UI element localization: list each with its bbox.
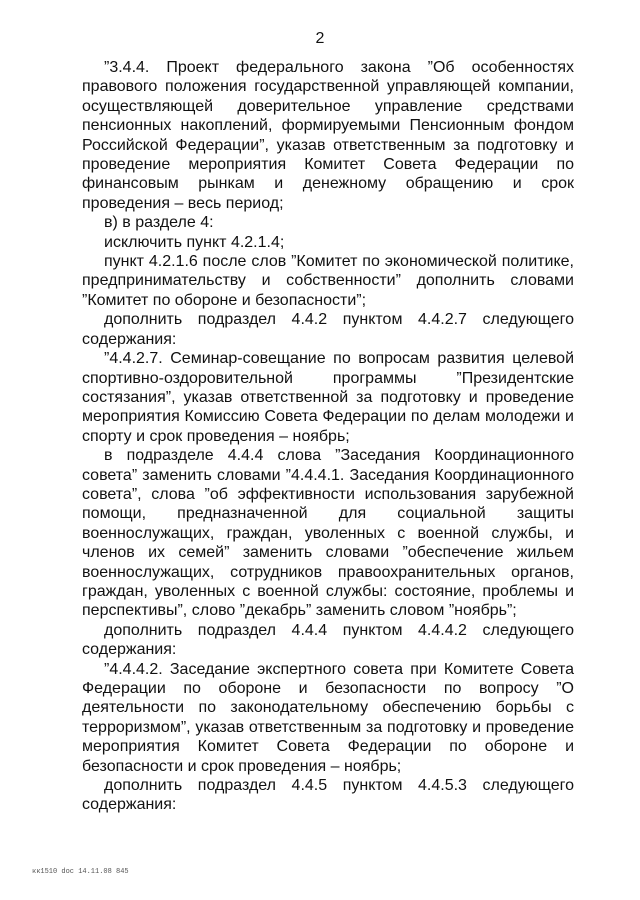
paragraph-4-4-2-7: ”4.4.2.7. Семинар-совещание по вопросам развития целевой спортивно-оздоровительной программы ”Президентские состязания”, указав ответственной за подготовку и проведение мероприятия Комиссию Совета Федерации по делам молодежи и спорту и срок проведения – ноябрь; bbox=[82, 350, 574, 445]
paragraph-4-4-4-changes: в подразделе 4.4.4 слова ”Заседания Координационного совета” заменить словами ”4.4.4.1. Заседания Координационного совета”, слова ”об эффективности использования зарубежной помощи, предназначенной для социальной защиты военнослужащих, граждан, уволенных с военной службы, и членов их семей” заменить словами ”обеспечение жильем военнослужащих, сотрудников правоохранительных органов, граждан, уволенных с военной службы: состояние, проблемы и перспективы”, слово ”декабрь” заменить словом ”ноябрь”; bbox=[82, 447, 574, 620]
document-body bbox=[82, 58, 574, 815]
paragraph-3-4-4: ”3.4.4. Проект федерального закона ”Об особенностях правового положения государственной управляющей компании, осуществляющей доверительное управление средствами пенсионных накоплений, формируемыми Пенсионным фондом Российской Федерации”, указав ответственным за подготовку и проведение мероприятия Комитет Совета Федерации по финансовым рынкам и денежному обращению и срок проведения – весь период; bbox=[82, 59, 574, 212]
paragraph-add-4-4-2-7: дополнить подраздел 4.4.2 пунктом 4.4.2.7 следующего содержания: bbox=[82, 311, 574, 348]
paragraph-section-4-heading: в) в разделе 4: bbox=[104, 214, 214, 232]
paragraph-4-4-4-2: ”4.4.4.2. Заседание экспертного совета при Комитете Совета Федерации по обороне и безопасности по вопросу ”О деятельности по законодательному обеспечению борьбы с терроризмом”, указав ответственным за подготовку и проведение мероприятия Комитет Совета Федерации по обороне и безопасности и срок проведения – ноябрь; bbox=[82, 660, 574, 775]
paragraph-add-4-4-5-3: дополнить подраздел 4.4.5 пунктом 4.4.5.3 следующего содержания: bbox=[82, 777, 574, 814]
paragraph-4-2-1-6: пункт 4.2.1.6 после слов ”Комитет по экономической политике, предпринимательству и собственности” дополнить словами ”Комитет по обороне и безопасности”; bbox=[82, 253, 574, 309]
paragraph-add-4-4-4-2: дополнить подраздел 4.4.4 пунктом 4.4.4.2 следующего содержания: bbox=[82, 621, 574, 659]
paragraph-exclude-4-2-1-4: исключить пункт 4.2.1.4; bbox=[104, 233, 285, 251]
page-number: 2 bbox=[315, 30, 325, 47]
footer-document-code: кк1510 doc 14.11.08 845 bbox=[32, 868, 129, 876]
